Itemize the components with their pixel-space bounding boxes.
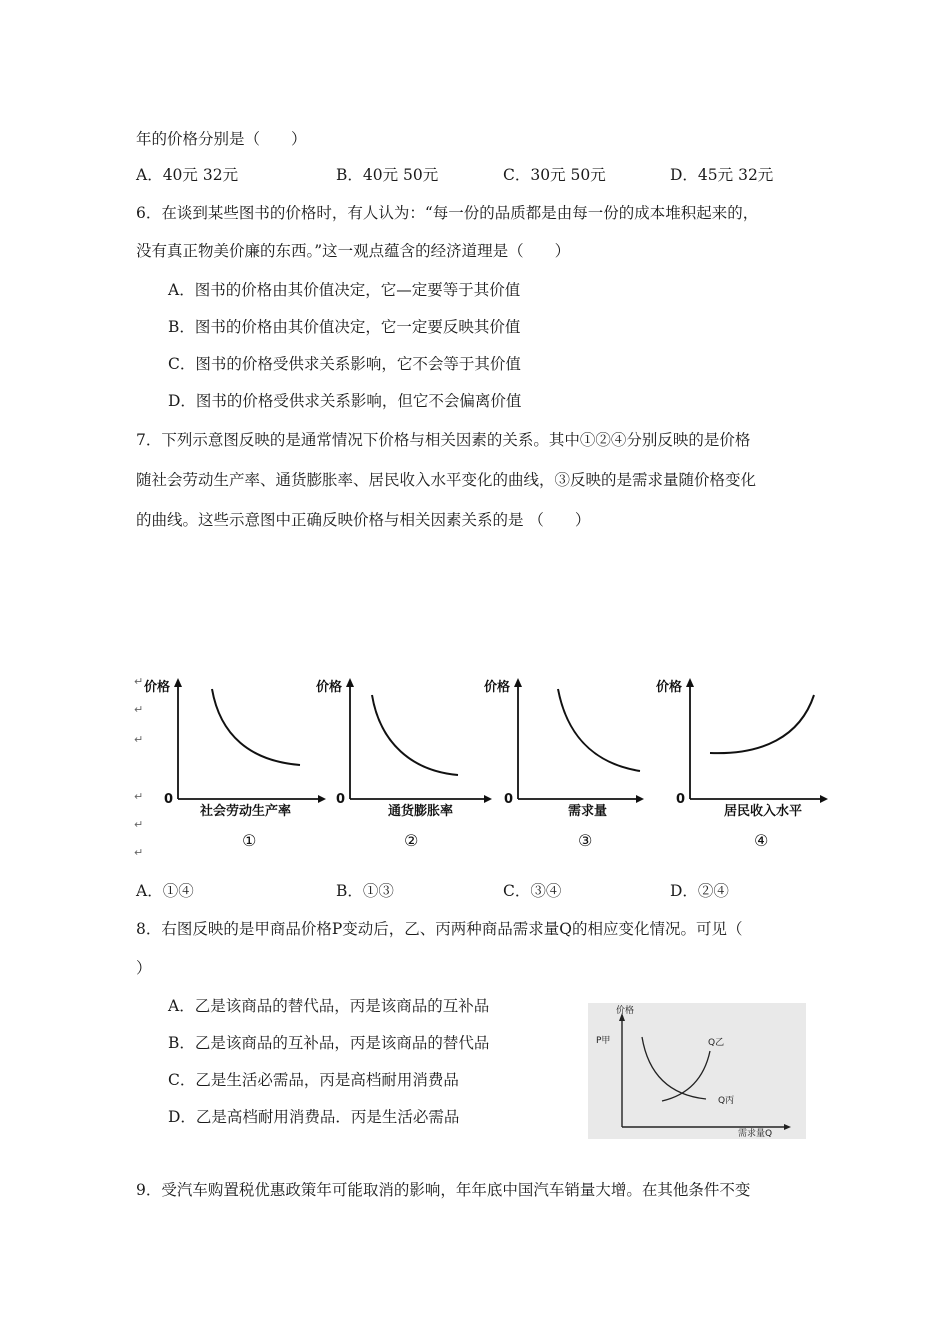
graph-2 (312, 675, 492, 859)
graph-3-origin: 0 (504, 792, 514, 807)
return-mark: ↵ (134, 675, 144, 688)
q7-stem-line3: 的曲线。这些示意图中正确反映价格与相关因素关系的是 （ ） (136, 511, 591, 529)
return-mark: ↵ (134, 790, 144, 803)
return-mark: ↵ (134, 733, 144, 746)
graph-1-ylabel: 价格 (144, 680, 171, 695)
q6-stem-line2: 没有真正物美价廉的东西。”这一观点蕴含的经济道理是（ ） (136, 242, 571, 260)
graph-1-origin: 0 (164, 792, 174, 807)
q8-option-c: C．乙是生活必需品，丙是高档耐用消费品 (168, 1071, 459, 1089)
q8-stem-line2: ） (136, 959, 152, 977)
q8-figure-curve1: Q乙 (708, 1038, 725, 1048)
return-mark: ↵ (134, 703, 144, 716)
graph-3-number: ③ (578, 831, 593, 850)
q5-option-c: C．30元 50元 (503, 166, 606, 184)
return-mark: ↵ (134, 818, 144, 831)
q5-option-a: A．40元 32元 (136, 166, 239, 184)
graph-4 (652, 675, 832, 859)
graph-2-ylabel: 价格 (316, 680, 343, 695)
q7-stem-line1: 7．下列示意图反映的是通常情况下价格与相关因素的关系。其中①②④分别反映的是价格 (136, 431, 751, 449)
graph-4-origin: 0 (676, 792, 686, 807)
q9-stem-line1: 9．受汽车购置税优惠政策年可能取消的影响，年年底中国汽车销量大增。在其他条件不变 (136, 1181, 751, 1199)
graph-3-xlabel: 需求量 (568, 804, 608, 819)
q8-figure (588, 1003, 806, 1139)
graph-2-number: ② (404, 831, 419, 850)
graph-3 (480, 675, 660, 859)
graph-3-ylabel: 价格 (484, 680, 511, 695)
graph-4-xlabel: 居民收入水平 (724, 804, 803, 819)
q6-option-b: B．图书的价格由其价值决定，它一定要反映其价值 (168, 318, 521, 336)
q6-option-d: D．图书的价格受供求关系影响，但它不会偏离价值 (168, 392, 522, 410)
graph-1-xlabel: 社会劳动生产率 (200, 804, 292, 819)
graph-2-xlabel: 通货膨胀率 (388, 804, 454, 819)
q7-option-d: D．②④ (670, 882, 729, 900)
q8-option-b: B．乙是该商品的互补品，丙是该商品的替代品 (168, 1034, 490, 1052)
q6-stem-line1: 6．在谈到某些图书的价格时，有人认为：“每一份的品质都是由每一份的成本堆积起来的， (136, 204, 759, 222)
return-mark: ↵ (134, 846, 144, 859)
graph-1-number: ① (242, 831, 257, 850)
graph-4-ylabel: 价格 (656, 680, 683, 695)
q6-option-a: A．图书的价格由其价值决定，它—定要等于其价值 (168, 281, 521, 299)
graph-2-origin: 0 (336, 792, 346, 807)
q7-option-c: C．③④ (503, 882, 562, 900)
q7-stem-line2: 随社会劳动生产率、通货膨胀率、居民收入水平变化的曲线，③反映的是需求量随价格变化 (136, 471, 757, 489)
q5-tail: 年的价格分别是（ ） (136, 130, 307, 148)
q5-option-d: D．45元 32元 (670, 166, 774, 184)
q8-figure-curve2: Q丙 (718, 1096, 735, 1106)
graph-1 (140, 675, 320, 859)
q7-option-b: B．①③ (336, 882, 394, 900)
q6-option-c: C．图书的价格受供求关系影响，它不会等于其价值 (168, 355, 521, 373)
q7-option-a: A．①④ (136, 882, 194, 900)
q8-option-a: A．乙是该商品的替代品，丙是该商品的互补品 (168, 997, 490, 1015)
q8-option-d: D．乙是高档耐用消费品．丙是生活必需品 (168, 1108, 460, 1126)
q8-figure-p: P甲 (596, 1036, 611, 1046)
q5-option-b: B．40元 50元 (336, 166, 439, 184)
graph-4-number: ④ (754, 831, 769, 850)
q8-figure-xlabel: 需求量Q (738, 1129, 773, 1139)
q8-stem-line1: 8．右图反映的是甲商品价格P变动后，乙、丙两种商品需求量Q的相应变化情况。可见（ (136, 920, 743, 938)
q8-figure-ylabel: 价格 (616, 1006, 635, 1016)
